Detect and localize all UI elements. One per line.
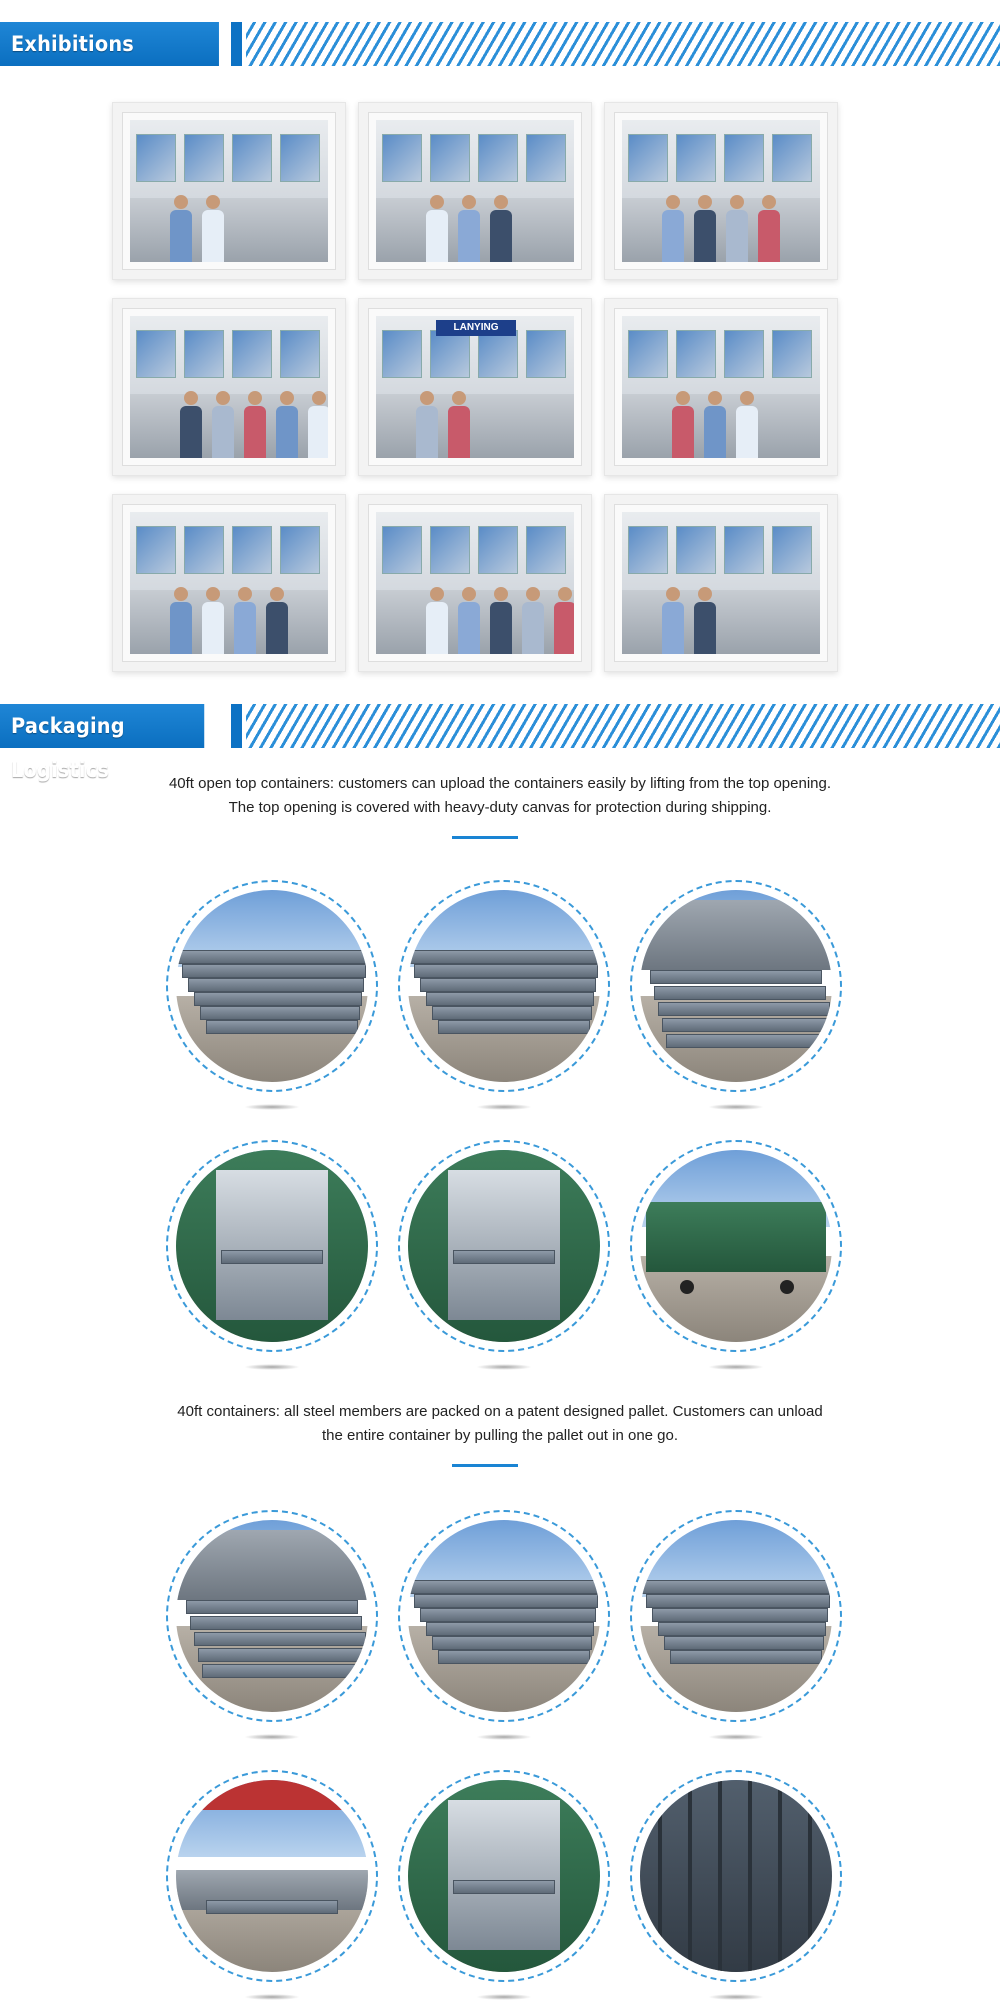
logistics-photo: [166, 1140, 378, 1352]
dashed-ring: [630, 880, 842, 1092]
visitor-figure: [202, 195, 224, 262]
exhibition-photo-9: [604, 494, 838, 672]
visitor-figure: [726, 195, 748, 262]
booth-photo: [376, 316, 574, 458]
logistics-photo: [398, 1510, 610, 1722]
dashed-ring: [398, 1140, 610, 1352]
logistics-photo: [630, 1770, 842, 1982]
exhibition-photo-1: [112, 102, 346, 280]
photo-shadow: [244, 1734, 300, 1740]
frame-mat: [122, 112, 336, 270]
caption-rule: [452, 836, 518, 839]
photo-shadow: [476, 1734, 532, 1740]
frame-mat: [614, 308, 828, 466]
photo-shadow: [244, 1104, 300, 1110]
logistics-photo: [630, 880, 842, 1092]
visitor-figure: [672, 391, 694, 458]
logistics-photo: [398, 1140, 610, 1352]
photo-shadow: [476, 1104, 532, 1110]
dashed-ring: [630, 1510, 842, 1722]
exhibitions-title: Exhibitions: [0, 22, 219, 66]
visitor-figure: [736, 391, 758, 458]
visitor-figure: [416, 391, 438, 458]
visitor-figure: [266, 587, 288, 654]
visitor-figure: [662, 195, 684, 262]
dashed-ring: [398, 1770, 610, 1982]
frame-mat: [614, 112, 828, 270]
visitor-figure: [180, 391, 202, 458]
photo-shadow: [708, 1994, 764, 2000]
exhibition-photo-6: [604, 298, 838, 476]
exhibition-photo-2: [358, 102, 592, 280]
booth-photo: [130, 316, 328, 458]
logistics-photo: [166, 880, 378, 1092]
booth-photo: [622, 512, 820, 654]
visitor-figure: [458, 195, 480, 262]
dashed-ring: [398, 1510, 610, 1722]
dashed-ring: [166, 1510, 378, 1722]
header-stripes: [246, 22, 1000, 66]
visitor-figure: [758, 195, 780, 262]
exhibitions-header: [0, 22, 1000, 66]
booth-photo: [130, 512, 328, 654]
booth-photo: [376, 120, 574, 262]
exhibition-photo-8: [358, 494, 592, 672]
booth-photo: [130, 120, 328, 262]
visitor-figure: [426, 195, 448, 262]
dashed-ring: [166, 1770, 378, 1982]
booth-photo: [376, 512, 574, 654]
exhibition-photo-4: [112, 298, 346, 476]
photo-shadow: [244, 1364, 300, 1370]
dashed-ring: [630, 1140, 842, 1352]
photo-shadow: [708, 1104, 764, 1110]
logistics-photo: [630, 1510, 842, 1722]
booth-photo: [622, 316, 820, 458]
visitor-figure: [202, 587, 224, 654]
frame-mat: [368, 308, 582, 466]
frame-mat: [368, 112, 582, 270]
logistics-photo: [398, 880, 610, 1092]
booth-photo: [622, 120, 820, 262]
photo-shadow: [244, 1994, 300, 2000]
frame-mat: [368, 504, 582, 662]
visitor-figure: [170, 195, 192, 262]
visitor-figure: [554, 587, 574, 654]
logistics-photo: [630, 1140, 842, 1352]
visitor-figure: [276, 391, 298, 458]
frame-mat: [614, 504, 828, 662]
photo-shadow: [708, 1734, 764, 1740]
dashed-ring: [398, 880, 610, 1092]
photo-shadow: [476, 1364, 532, 1370]
visitor-figure: [458, 587, 480, 654]
visitor-figure: [662, 587, 684, 654]
exhibition-photo-5: [358, 298, 592, 476]
frame-mat: [122, 504, 336, 662]
photo-shadow: [708, 1364, 764, 1370]
pallet-caption-line1: 40ft containers: all steel members are packed on a patent designed pallet. Customers can unload: [177, 1403, 823, 1420]
caption-rule: [452, 1464, 518, 1467]
visitor-figure: [244, 391, 266, 458]
exhibition-photo-3: [604, 102, 838, 280]
visitor-figure: [448, 391, 470, 458]
dashed-ring: [630, 1770, 842, 1982]
pallet-caption-line2: the entire container by pulling the pallet out in one go.: [321, 1427, 679, 1444]
header-stripes: [246, 704, 1000, 748]
packaging-header: [0, 704, 1000, 782]
visitor-figure: [522, 587, 544, 654]
logistics-photo: [166, 1510, 378, 1722]
dashed-ring: [166, 1140, 378, 1352]
booth-sign: LANYING: [436, 320, 516, 336]
visitor-figure: [234, 587, 256, 654]
visitor-figure: [704, 391, 726, 458]
photo-shadow: [476, 1994, 532, 2000]
open-top-caption-line2: The top opening is covered with heavy-duty canvas for protection during shipping.: [228, 799, 772, 816]
header-divider: [231, 704, 242, 748]
logistics-photo: [398, 1770, 610, 1982]
dashed-ring: [166, 880, 378, 1092]
visitor-figure: [694, 587, 716, 654]
header-divider: [231, 22, 242, 66]
logistics-photo: [166, 1770, 378, 1982]
open-top-caption-line1: 40ft open top containers: customers can upload the containers easily by lifting from the top opening.: [168, 775, 832, 792]
visitor-figure: [490, 587, 512, 654]
visitor-figure: [308, 391, 328, 458]
visitor-figure: [170, 587, 192, 654]
exhibition-photo-7: [112, 494, 346, 672]
visitor-figure: [694, 195, 716, 262]
packaging-title: Packaging Logistics: [0, 704, 204, 748]
visitor-figure: [212, 391, 234, 458]
frame-mat: [122, 308, 336, 466]
visitor-figure: [426, 587, 448, 654]
visitor-figure: [490, 195, 512, 262]
